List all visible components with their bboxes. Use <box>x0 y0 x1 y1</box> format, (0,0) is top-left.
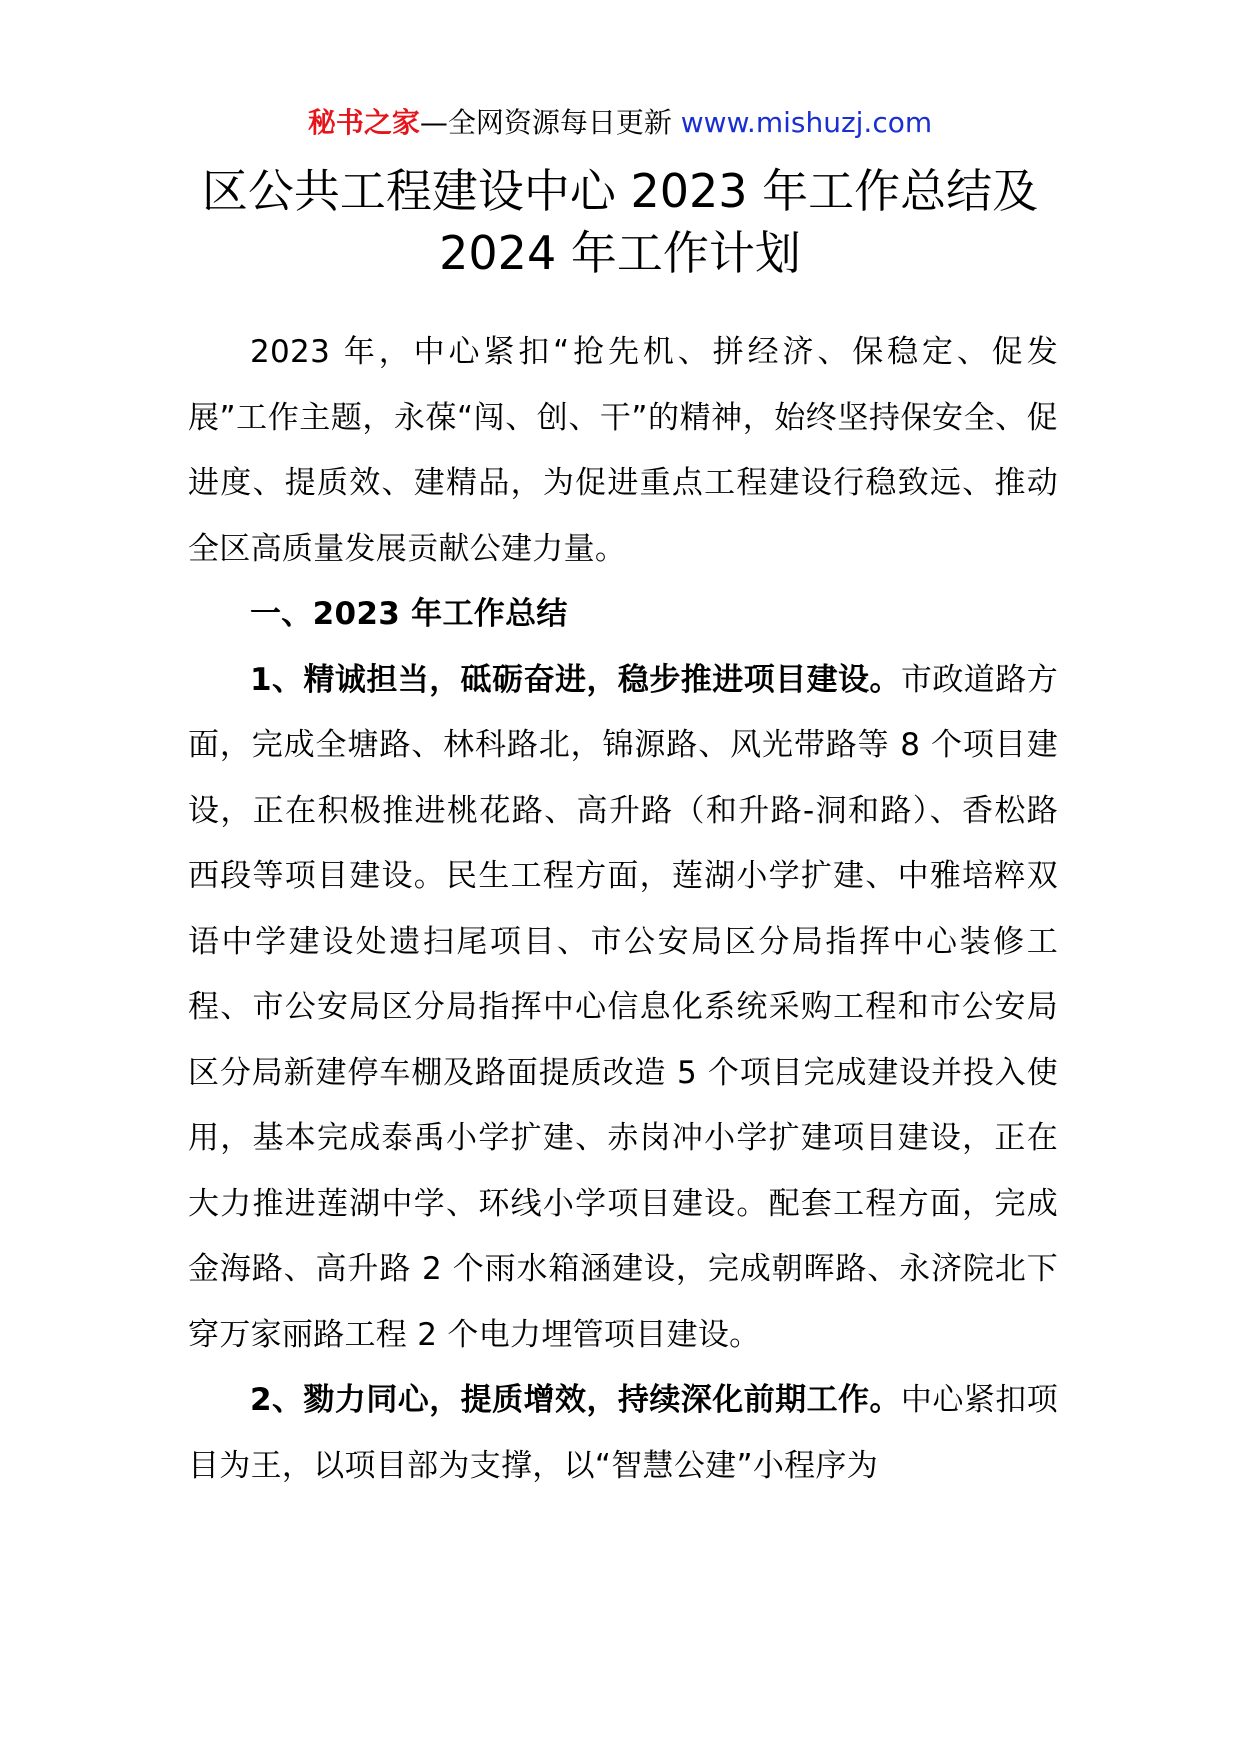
section-heading: 一、2023 年工作总结 <box>250 596 568 632</box>
item-2-lead: 2、勠力同心，提质增效，持续深化前期工作。 <box>250 1382 901 1418</box>
document-title <box>0 160 1240 284</box>
site-brand: 秘书之家 <box>307 106 420 139</box>
item-2-body: 中心紧扣项目为王，以项目部为支撑，以“智慧公建”小程序为 <box>188 1382 1059 1484</box>
intro-paragraph: 2023 年，中心紧扣“抢先机、拼经济、保稳定、促发展”工作主题，永葆“闯、创、干”的精神，始终坚持保安全、促进度、提质效、建精品，为促进重点工程建设行稳致远、推动全区高质量发展贡献公建力量。 <box>188 334 1058 567</box>
item-1-lead: 1、精诚担当，砥砺奋进，稳步推进项目建设。 <box>250 661 901 698</box>
site-url-link[interactable]: www.mishuzj.com <box>680 106 933 139</box>
item-1-paragraph <box>188 648 1058 1369</box>
item-1-body: 市政道路方面，完成全塘路、林科路北，锦源路、风光带路等 8 个项目建设，正在积极推进桃花路、高升路（和升路-洞和路）、香松路西段等项目建设。民生工程方面，莲湖小学扩建、中雅培粹双语中学建设处遗扫尾项目、市公安局区分局指挥中心装修工程、市公安局区分局指挥中心信息化系统采购工程和市公安局区分局新建停车棚及路面提质改造 5 个项目完成建设并投入使用，基本完成泰禹小学扩建、赤岗冲小学扩建项目建设，正在大力推进莲湖中学、环线小学项目建设。配套工程方面，完成金海路、高升路 2 个雨水箱涵建设，完成朝晖路、永济院北下穿万家丽路工程 2 个电力埋管项目建设。 <box>188 661 1059 1353</box>
site-slogan: —全网资源每日更新 <box>419 106 681 139</box>
title-line-1: 区公共工程建设中心 2023 年工作总结及 <box>201 164 1039 218</box>
document-body <box>188 320 1058 1499</box>
item-2-paragraph <box>188 1368 1058 1499</box>
title-line-2: 2024 年工作计划 <box>439 226 801 280</box>
site-banner <box>0 103 1240 143</box>
